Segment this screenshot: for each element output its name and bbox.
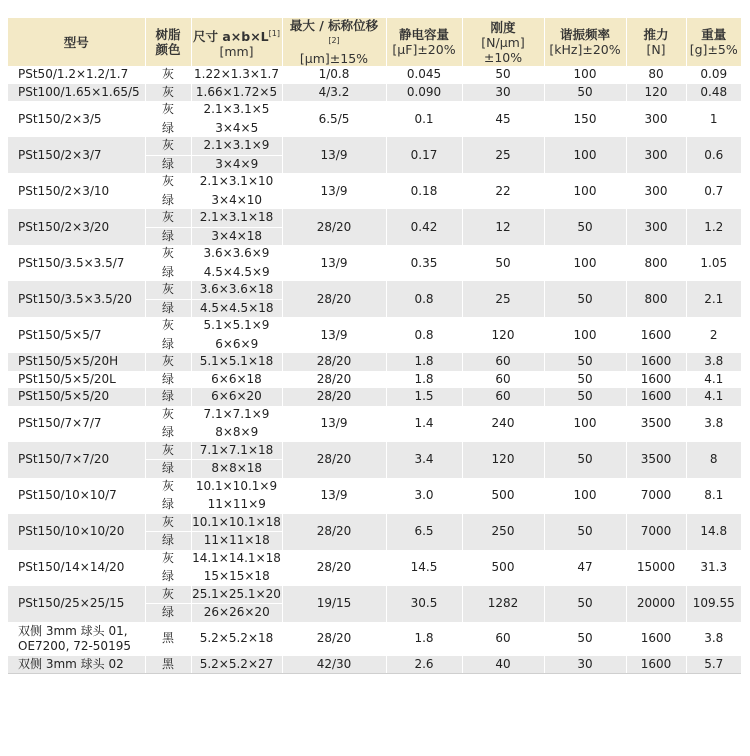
cell-stroke: 28/20 [282,442,386,478]
cell-force: 20000 [626,586,686,622]
cell-capacitance: 0.35 [386,245,462,281]
cell-stroke: 13/9 [282,137,386,173]
table-row [8,656,741,674]
cell-frequency: 100 [544,317,626,353]
cell-resin-color: 灰 [145,84,191,102]
cell-frequency: 50 [544,371,626,389]
cell-model: PSt150/10×10/20 [8,514,145,550]
cell-capacitance: 3.0 [386,478,462,514]
cell-resin-color: 绿 [145,604,191,622]
cell-model: PSt150/5×5/20 [8,388,145,406]
cell-frequency: 50 [544,586,626,622]
header-stroke-footnote: [2] [328,36,340,45]
cell-model [8,622,145,656]
cell-model: PSt150/5×5/7 [8,317,145,353]
cell-size: 7.1×7.1×18 [191,442,282,460]
cell-capacitance: 0.42 [386,209,462,245]
cell-resin-color: 绿 [145,299,191,317]
cell-stiffness: 60 [462,371,544,389]
cell-model: PSt150/3.5×3.5/20 [8,281,145,317]
cell-size: 6×6×9 [191,335,282,353]
cell-resin-color: 灰 [145,137,191,155]
cell-size: 1.66×1.72×5 [191,84,282,102]
cell-size: 3.6×3.6×18 [191,281,282,299]
table-row [8,371,741,389]
cell-model: PSt150/25×25/15 [8,586,145,622]
cell-frequency: 47 [544,550,626,586]
cell-weight: 109.55 [686,586,741,622]
cell-weight: 5.7 [686,656,741,674]
cell-resin-color: 灰 [145,281,191,299]
cell-model: PSt100/1.65×1.65/5 [8,84,145,102]
cell-resin-color: 绿 [145,155,191,173]
table-row-sub [8,101,741,119]
cell-stiffness: 30 [462,84,544,102]
cell-size: 7.1×7.1×9 [191,406,282,424]
cell-stroke: 42/30 [282,656,386,674]
cell-size: 25.1×25.1×20 [191,586,282,604]
cell-frequency: 50 [544,622,626,656]
cell-stroke: 28/20 [282,353,386,371]
cell-force: 1600 [626,353,686,371]
cell-capacitance: 30.5 [386,586,462,622]
table-row-sub [8,406,741,424]
cell-weight: 3.8 [686,406,741,442]
cell-size: 5.2×5.2×18 [191,622,282,656]
header-stiff-line1: 刚度 [490,19,516,35]
cell-force: 1600 [626,388,686,406]
cell-model: PSt150/2×3/5 [8,101,145,137]
cell-size: 6×6×20 [191,388,282,406]
cell-stiffness: 45 [462,101,544,137]
cell-stroke: 13/9 [282,173,386,209]
table-body [8,66,741,674]
cell-stroke: 1/0.8 [282,66,386,84]
header-weight [686,18,741,66]
cell-capacitance: 1.5 [386,388,462,406]
header-weight-line2: [g]±5% [689,42,738,58]
cell-size: 6×6×18 [191,371,282,389]
cell-stroke: 28/20 [282,514,386,550]
cell-weight: 3.8 [686,622,741,656]
cell-weight: 0.48 [686,84,741,102]
cell-stroke: 13/9 [282,317,386,353]
cell-capacitance: 1.8 [386,353,462,371]
cell-resin-color: 绿 [145,227,191,245]
cell-size: 5.2×5.2×27 [191,656,282,674]
cell-stroke: 28/20 [282,550,386,586]
cell-size: 15×15×18 [191,568,282,586]
cell-resin-color: 灰 [145,442,191,460]
cell-model: PSt150/2×3/7 [8,137,145,173]
header-stiff-line2: [N/μm]±10% [481,34,525,65]
cell-resin-color: 绿 [145,191,191,209]
cell-stiffness: 22 [462,173,544,209]
cell-model-text: 双侧 3mm 球头 01, OE7200, 72-50195 [18,623,131,653]
cell-frequency: 100 [544,137,626,173]
cell-size: 5.1×5.1×9 [191,317,282,335]
cell-size: 14.1×14.1×18 [191,550,282,568]
cell-stiffness: 25 [462,281,544,317]
table-row [8,353,741,371]
cell-frequency: 100 [544,478,626,514]
cell-resin-color: 绿 [145,568,191,586]
header-force [626,18,686,66]
cell-weight: 1.05 [686,245,741,281]
cell-resin-color: 灰 [145,66,191,84]
cell-size: 8×8×18 [191,460,282,478]
cell-capacitance: 14.5 [386,550,462,586]
cell-stiffness: 500 [462,478,544,514]
cell-stroke: 28/20 [282,388,386,406]
cell-model: PSt150/2×3/20 [8,209,145,245]
cell-capacitance: 2.6 [386,656,462,674]
cell-model: PSt150/14×14/20 [8,550,145,586]
header-size-footnote: [1] [268,28,280,38]
cell-resin-color: 灰 [145,173,191,191]
cell-resin-color: 灰 [145,550,191,568]
cell-stiffness: 60 [462,353,544,371]
cell-size: 11×11×18 [191,532,282,550]
header-size-line2: [mm] [219,43,254,59]
cell-resin-color: 绿 [145,263,191,281]
cell-stiffness: 25 [462,137,544,173]
cell-model: PSt150/7×7/20 [8,442,145,478]
cell-stiffness: 40 [462,656,544,674]
cell-frequency: 150 [544,101,626,137]
cell-force: 300 [626,101,686,137]
cell-stiffness: 1282 [462,586,544,622]
cell-stiffness: 50 [462,245,544,281]
cell-size: 3×4×9 [191,155,282,173]
header-model [8,18,145,66]
cell-resin-color: 灰 [145,586,191,604]
cell-size: 10.1×10.1×18 [191,514,282,532]
header-cap-line2: [μF]±20% [392,42,456,58]
cell-stroke: 28/20 [282,281,386,317]
cell-weight: 0.7 [686,173,741,209]
cell-frequency: 50 [544,84,626,102]
header-color-line2: 颜色 [155,42,181,58]
cell-stroke: 19/15 [282,586,386,622]
cell-resin-color: 绿 [145,371,191,389]
header-freq-line1: 谐振频率 [559,27,610,43]
table-header [8,18,741,66]
cell-capacitance: 0.045 [386,66,462,84]
header-frequency [544,18,626,66]
cell-capacitance: 1.4 [386,406,462,442]
cell-frequency: 50 [544,514,626,550]
cell-stiffness: 240 [462,406,544,442]
cell-size: 10.1×10.1×9 [191,478,282,496]
cell-model: PSt150/3.5×3.5/7 [8,245,145,281]
cell-stroke: 13/9 [282,478,386,514]
table-row-sub [8,442,741,460]
cell-size: 11×11×9 [191,496,282,514]
header-stroke-line2: [μm]±15% [299,51,369,67]
cell-force: 300 [626,209,686,245]
cell-stiffness: 250 [462,514,544,550]
cell-weight: 4.1 [686,371,741,389]
table-row-sub [8,281,741,299]
table-row-sub [8,173,741,191]
cell-resin-color: 绿 [145,335,191,353]
cell-weight: 8.1 [686,478,741,514]
cell-force: 3500 [626,442,686,478]
cell-resin-color: 灰 [145,101,191,119]
cell-resin-color: 灰 [145,353,191,371]
cell-resin-color: 黑 [145,622,191,656]
cell-stiffness: 500 [462,550,544,586]
cell-resin-color: 灰 [145,406,191,424]
table-row [8,622,741,656]
cell-stroke: 6.5/5 [282,101,386,137]
cell-stiffness: 60 [462,388,544,406]
cell-size: 2.1×3.1×5 [191,101,282,119]
header-size [191,18,282,66]
cell-size: 5.1×5.1×18 [191,353,282,371]
cell-force: 3500 [626,406,686,442]
cell-capacitance: 0.090 [386,84,462,102]
cell-capacitance: 0.17 [386,137,462,173]
cell-stiffness: 60 [462,622,544,656]
cell-capacitance: 3.4 [386,442,462,478]
header-stiffness [462,18,544,66]
cell-frequency: 100 [544,406,626,442]
cell-weight: 2 [686,317,741,353]
cell-resin-color: 绿 [145,460,191,478]
table-row-sub [8,586,741,604]
cell-resin-color: 绿 [145,496,191,514]
cell-force: 7000 [626,478,686,514]
cell-stiffness: 120 [462,317,544,353]
cell-force: 7000 [626,514,686,550]
cell-model: 双侧 3mm 球头 02 [8,656,145,674]
cell-weight: 0.6 [686,137,741,173]
cell-force: 800 [626,245,686,281]
cell-size: 3×4×5 [191,119,282,137]
cell-stroke: 13/9 [282,406,386,442]
cell-weight: 1 [686,101,741,137]
cell-size: 3×4×18 [191,227,282,245]
cell-resin-color: 绿 [145,119,191,137]
cell-frequency: 30 [544,656,626,674]
cell-force: 1600 [626,317,686,353]
cell-capacitance: 0.1 [386,101,462,137]
cell-force: 1600 [626,656,686,674]
spec-table-container [8,18,741,674]
cell-capacitance: 1.8 [386,371,462,389]
cell-frequency: 100 [544,245,626,281]
cell-size: 4.5×4.5×18 [191,299,282,317]
cell-model: PSt150/7×7/7 [8,406,145,442]
header-size-line1: 尺寸 a×b×L [193,28,269,44]
cell-capacitance: 0.8 [386,281,462,317]
cell-force: 15000 [626,550,686,586]
cell-size: 1.22×1.3×1.7 [191,66,282,84]
cell-size: 2.1×3.1×10 [191,173,282,191]
cell-frequency: 100 [544,173,626,209]
cell-stroke: 4/3.2 [282,84,386,102]
header-stroke [282,18,386,66]
cell-resin-color: 绿 [145,388,191,406]
cell-weight: 8 [686,442,741,478]
header-cap-line1: 静电容量 [398,27,449,43]
cell-force: 120 [626,84,686,102]
cell-capacitance: 1.8 [386,622,462,656]
table-row-sub [8,550,741,568]
cell-stroke: 13/9 [282,245,386,281]
cell-force: 1600 [626,622,686,656]
table-row-sub [8,209,741,227]
cell-resin-color: 灰 [145,317,191,335]
cell-resin-color: 黑 [145,656,191,674]
cell-stroke: 28/20 [282,622,386,656]
header-freq-line2: [kHz]±20% [549,42,621,58]
table-row [8,84,741,102]
cell-model: PSt150/10×10/7 [8,478,145,514]
cell-size: 3×4×10 [191,191,282,209]
cell-capacitance: 6.5 [386,514,462,550]
table-row-sub [8,317,741,335]
header-color [145,18,191,66]
header-force-line2: [N] [646,42,666,58]
cell-model: PSt150/5×5/20L [8,371,145,389]
cell-resin-color: 绿 [145,532,191,550]
cell-force: 800 [626,281,686,317]
cell-force: 80 [626,66,686,84]
cell-force: 300 [626,137,686,173]
table-row-sub [8,245,741,263]
header-row [8,18,741,66]
cell-stroke: 28/20 [282,371,386,389]
piezo-spec-table [8,18,741,674]
cell-frequency: 100 [544,66,626,84]
header-stroke-line1: 最大 / 标称位移 [289,18,379,33]
cell-capacitance: 0.18 [386,173,462,209]
cell-weight: 0.09 [686,66,741,84]
cell-frequency: 50 [544,388,626,406]
cell-model: PSt50/1.2×1.2/1.7 [8,66,145,84]
cell-stiffness: 50 [462,66,544,84]
cell-force: 300 [626,173,686,209]
cell-resin-color: 灰 [145,245,191,263]
cell-weight: 4.1 [686,388,741,406]
header-force-line1: 推力 [643,27,669,43]
cell-frequency: 50 [544,209,626,245]
cell-size: 2.1×3.1×9 [191,137,282,155]
header-color-line1: 树脂 [155,27,181,43]
cell-weight: 3.8 [686,353,741,371]
cell-frequency: 50 [544,281,626,317]
cell-weight: 1.2 [686,209,741,245]
cell-size: 26×26×20 [191,604,282,622]
cell-weight: 14.8 [686,514,741,550]
cell-size: 2.1×3.1×18 [191,209,282,227]
table-row-sub [8,137,741,155]
table-row [8,388,741,406]
cell-weight: 2.1 [686,281,741,317]
cell-model: PSt150/2×3/10 [8,173,145,209]
header-weight-line1: 重量 [701,27,727,43]
cell-resin-color: 灰 [145,209,191,227]
table-row-sub [8,478,741,496]
cell-size: 4.5×4.5×9 [191,263,282,281]
cell-stiffness: 12 [462,209,544,245]
cell-capacitance: 0.8 [386,317,462,353]
cell-resin-color: 灰 [145,478,191,496]
cell-frequency: 50 [544,442,626,478]
cell-stroke: 28/20 [282,209,386,245]
cell-stiffness: 120 [462,442,544,478]
header-model-label: 型号 [63,34,89,50]
cell-resin-color: 灰 [145,514,191,532]
cell-size: 3.6×3.6×9 [191,245,282,263]
table-row [8,66,741,84]
header-capacitance [386,18,462,66]
table-row-sub [8,514,741,532]
cell-force: 1600 [626,371,686,389]
cell-model: PSt150/5×5/20H [8,353,145,371]
cell-size: 8×8×9 [191,424,282,442]
cell-weight: 31.3 [686,550,741,586]
cell-frequency: 50 [544,353,626,371]
cell-resin-color: 绿 [145,424,191,442]
